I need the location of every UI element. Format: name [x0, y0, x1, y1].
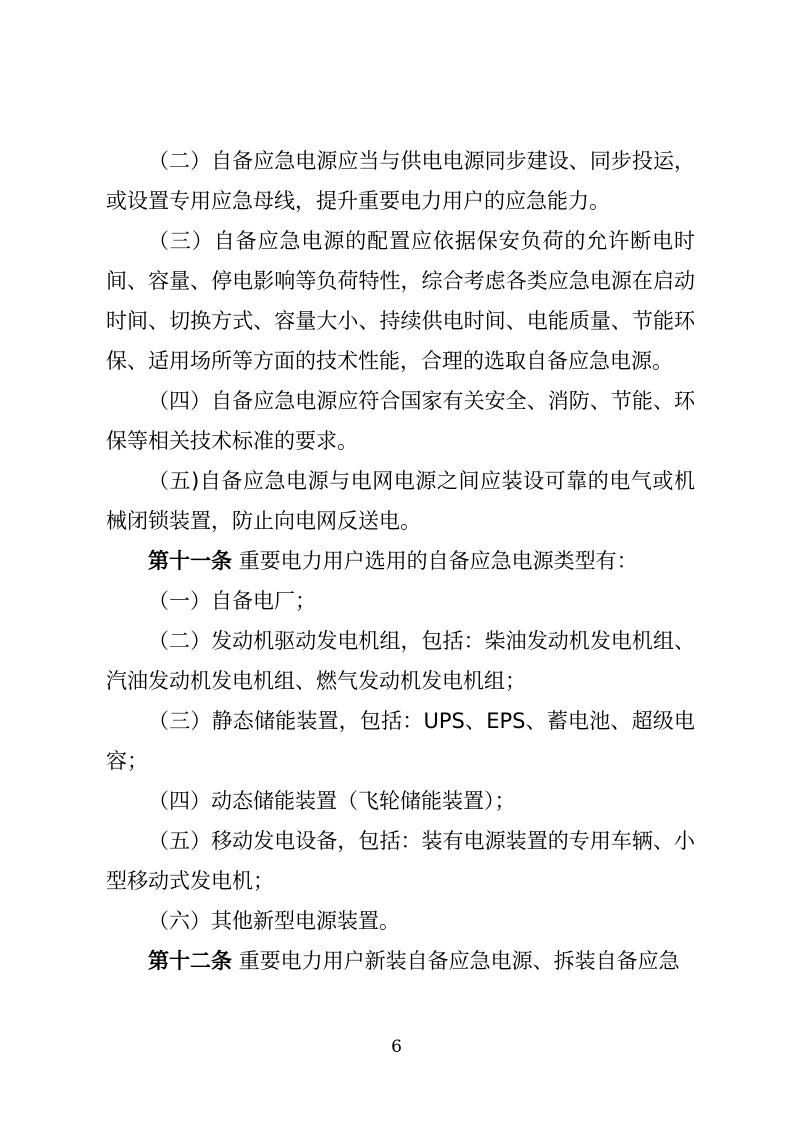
paragraph-5-interlock	[106, 461, 695, 541]
paragraph-text: （三）静态储能装置，包括：UPS、EPS、蓄电池、超级电容；	[106, 709, 695, 773]
list-item-3-static-storage	[106, 701, 695, 781]
list-item-4-dynamic-storage	[106, 781, 695, 821]
paragraph-2-emergency-power-sync	[106, 141, 695, 221]
article-12	[106, 941, 695, 981]
list-item-2-generator-sets	[106, 621, 695, 701]
paragraph-text: （二）自备应急电源应当与供电电源同步建设、同步投运，或设置专用应急母线，提升重要电力用户的应急能力。	[106, 149, 695, 213]
list-item-1-self-plant	[106, 581, 695, 621]
paragraph-4-standards	[106, 381, 695, 461]
article-12-text: 重要电力用户新装自备应急电源、拆装自备应急	[232, 949, 680, 973]
page-body	[106, 141, 695, 981]
list-item-5-mobile-generation	[106, 821, 695, 901]
paragraph-text: （三）自备应急电源的配置应依据保安负荷的允许断电时间、容量、停电影响等负荷特性，综合考虑各类应急电源在启动时间、切换方式、容量大小、持续供电时间、电能质量、节能环保、适用场所等方面的技术性能，合理的选取自备应急电源。	[106, 229, 695, 373]
paragraph-3-emergency-power-config	[106, 221, 695, 381]
paragraph-text: （五）移动发电设备，包括：装有电源装置的专用车辆、小型移动式发电机；	[106, 829, 695, 893]
article-12-title: 第十二条	[148, 949, 232, 973]
page-number: 6	[391, 1037, 402, 1057]
paragraph-text: （二）发动机驱动发电机组，包括：柴油发动机发电机组、汽油发动机发电机组、燃气发动机发电机组；	[106, 629, 695, 693]
paragraph-text: （四）动态储能装置（飞轮储能装置）；	[148, 789, 516, 813]
paragraph-text: （六）其他新型电源装置。	[148, 909, 400, 933]
article-11-title: 第十一条	[148, 549, 232, 573]
paragraph-text: （一）自备电厂；	[148, 589, 316, 613]
list-item-6-other-sources	[106, 901, 695, 941]
paragraph-text: （四）自备应急电源应符合国家有关安全、消防、节能、环保等相关技术标准的要求。	[106, 389, 695, 453]
article-11-text: 重要电力用户选用的自备应急电源类型有：	[232, 549, 638, 573]
article-11	[106, 541, 695, 581]
paragraph-text: （五)自备应急电源与电网电源之间应装设可靠的电气或机械闭锁装置，防止向电网反送电。	[106, 469, 695, 533]
